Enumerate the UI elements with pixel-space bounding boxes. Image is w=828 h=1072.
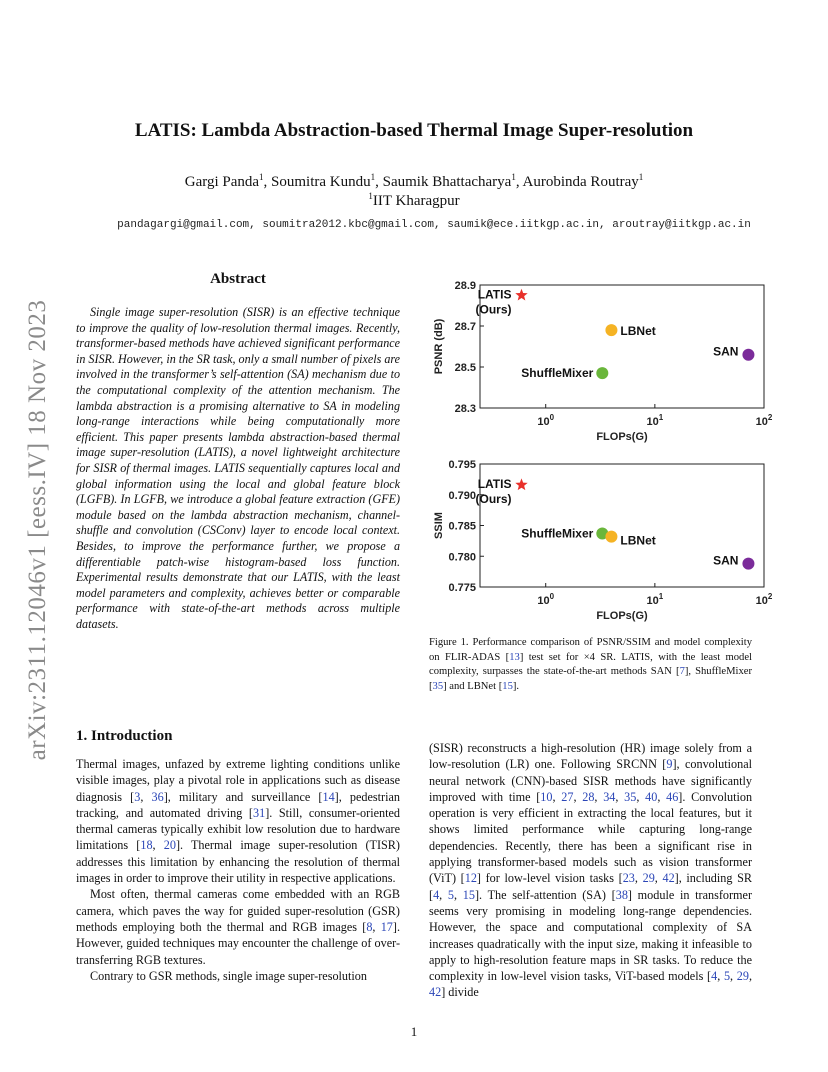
x-tick-label: $10^2$ xyxy=(755,413,773,428)
citation-link[interactable]: 40 xyxy=(645,789,658,804)
text-run: , xyxy=(454,887,463,902)
point-label: LATIS xyxy=(477,287,512,302)
x-tick-label: $10^1$ xyxy=(646,413,664,428)
text-run: , xyxy=(717,969,724,984)
text-run: , xyxy=(654,871,663,886)
citation-link[interactable]: 42 xyxy=(662,871,675,886)
text-run: , xyxy=(634,871,643,886)
citation-link[interactable]: 42 xyxy=(429,985,442,1000)
citation-link[interactable]: 4 xyxy=(433,887,440,902)
latis-star-marker xyxy=(515,478,527,490)
data-point-marker xyxy=(742,349,754,361)
citation-link[interactable]: 8 xyxy=(366,919,373,934)
citation-link[interactable]: 35 xyxy=(432,680,444,692)
text-run: ]. Thermal image super-resolution (TISR) addresses this limitation by enhancing the resolution of thermal images in order to improve their utility in respective applications. xyxy=(76,838,400,886)
x-tick-label: $10^1$ xyxy=(646,592,664,607)
text-run: ], convolutional neural network (CNN)-based SISR methods have significantly improved with time [ xyxy=(429,757,753,804)
ssim-flops-chart xyxy=(433,459,773,622)
text-run: , xyxy=(152,838,164,853)
text-run: , xyxy=(657,789,667,804)
text-run: ] for low-level vision tasks [ xyxy=(476,871,623,886)
latis-star-marker xyxy=(515,289,527,301)
text-run: Figure 1. Performance comparison of PSNR/SSIM and model complexity on FLIR-ADAS [ xyxy=(429,637,752,663)
affiliation-marker: 1 xyxy=(368,191,373,201)
citation-link[interactable]: 29 xyxy=(642,871,655,886)
point-label: LBNet xyxy=(620,324,656,339)
affiliation-name: IIT Kharagpur xyxy=(372,193,460,209)
text-run: , xyxy=(552,789,562,804)
text-run: ]. Convolution operation is very efficient in extracting the local features, but it shows limited performance while capturing long-range dependencies. Recently, there has been a significant rise in applying transformer-based models such as vision transformer (ViT) [ xyxy=(429,789,753,886)
point-sublabel: (Ours) xyxy=(475,491,512,506)
author-list xyxy=(60,174,768,191)
arxiv-id-text: arXiv:2311.12046v1 [eess.IV] 18 Nov 2023 xyxy=(24,299,51,761)
citation-link[interactable]: 38 xyxy=(615,887,628,902)
x-tick-label: $10^0$ xyxy=(537,592,555,607)
text-run: Contrary to GSR methods, single image super-resolution xyxy=(90,968,367,983)
text-run: ], including SR [ xyxy=(429,871,753,902)
y-tick-label: 0.775 xyxy=(448,582,476,594)
citation-link[interactable]: 17 xyxy=(380,919,393,934)
text-run: ] divide xyxy=(441,985,479,1000)
text-run: ], military and surveillance [ xyxy=(163,789,323,804)
text-run: , xyxy=(594,789,604,804)
intro-paragraph xyxy=(429,740,752,1001)
text-run: , xyxy=(573,789,583,804)
author-separator: , xyxy=(515,174,523,190)
text-run: Thermal images, unfazed by extreme lighting conditions unlike visible images, play a pivotal role in applications such as disease diagnosis [ xyxy=(76,757,400,804)
text-run: , xyxy=(140,789,152,804)
intro-paragraph xyxy=(76,756,400,886)
intro-paragraph xyxy=(76,886,400,967)
citation-link[interactable]: 20 xyxy=(163,838,176,853)
citation-link[interactable]: 23 xyxy=(622,871,635,886)
citation-link[interactable]: 27 xyxy=(561,789,574,804)
author-emails: pandagargi@gmail.com, soumitra2012.kbc@gmail.com, saumik@ece.iitkgp.ac.in, aroutray@iitkgp.ac.in xyxy=(117,219,751,231)
citation-link[interactable]: 5 xyxy=(447,887,455,902)
arxiv-side-identifier xyxy=(18,280,58,780)
point-label: ShuffleMixer xyxy=(521,366,594,381)
text-run: ]. xyxy=(512,680,520,692)
citation-link[interactable]: 9 xyxy=(666,757,673,772)
author-name: Gargi Panda xyxy=(184,174,260,190)
text-run: ], ShuffleMixer [ xyxy=(429,666,752,692)
figure-caption xyxy=(429,636,752,694)
text-run: ] module in transformer seems very promising in modeling long-range dependencies. However, the space and computational complexity of SA increases quadratically with the input size, making it infeasible to apply to high-resolution feature maps in SR tasks. To reduce the complexity in low-level vision tasks, ViT-based models [ xyxy=(429,887,752,984)
text-run: ]. Still, consumer-oriented thermal cameras typically exhibit low resolution due to hardware limitations [ xyxy=(76,805,400,853)
point-sublabel: (Ours) xyxy=(475,302,512,317)
citation-link[interactable]: 29 xyxy=(736,969,749,984)
author-separator: , xyxy=(375,174,383,190)
text-run: , xyxy=(730,969,737,984)
figure-1 xyxy=(426,278,776,623)
y-tick-label: 28.3 xyxy=(454,403,476,415)
author-affiliation-marker: 1 xyxy=(511,172,516,182)
author-affiliation-marker: 1 xyxy=(259,172,264,182)
x-axis-label: FLOPs(G) xyxy=(596,431,648,443)
y-tick-label: 28.5 xyxy=(454,362,476,374)
text-run: , xyxy=(636,789,646,804)
citation-link[interactable]: 10 xyxy=(540,789,553,804)
text-run: ] test set for ×4 SR. LATIS, with the least model complexity, surpasses the state-of-the-art methods SAN [ xyxy=(429,651,752,678)
affiliation xyxy=(60,193,768,210)
section-heading-introduction: 1. Introduction xyxy=(76,728,173,744)
text-run: Most often, thermal cameras come embedded with an RGB camera, which paves the way for guided super-resolution (GSR) methods employing both the thermal and RGB images [ xyxy=(76,887,400,934)
text-run: , xyxy=(615,789,625,804)
intro-right-column xyxy=(429,740,752,1001)
citation-link[interactable]: 5 xyxy=(723,969,731,984)
y-tick-label: 0.780 xyxy=(448,551,476,564)
author-name: Soumitra Kundu xyxy=(271,174,371,190)
data-point-marker xyxy=(742,558,754,570)
y-axis-label: PSNR (dB) xyxy=(433,318,445,375)
point-label: ShuffleMixer xyxy=(521,526,594,541)
y-axis-label: SSIM xyxy=(433,512,445,539)
text-run: , xyxy=(372,919,381,934)
citation-link[interactable]: 7 xyxy=(679,666,685,678)
citation-link[interactable]: 28 xyxy=(582,789,595,804)
x-tick-label: $10^0$ xyxy=(537,413,555,428)
text-run: , xyxy=(439,887,448,902)
author-affiliation-marker: 1 xyxy=(370,172,376,182)
text-run: ]. The self-attention (SA) [ xyxy=(474,887,616,902)
citation-link[interactable]: 3 xyxy=(134,789,141,804)
y-tick-label: 0.785 xyxy=(448,520,476,533)
citation-link[interactable]: 46 xyxy=(666,789,679,804)
y-tick-label: 28.9 xyxy=(454,280,476,292)
text-run: ], pedestrian tracking, and automated driving [ xyxy=(76,789,400,820)
point-label: LATIS xyxy=(477,476,512,491)
paper-title: LATIS: Lambda Abstraction-based Thermal Image Super-resolution xyxy=(134,120,694,141)
citation-link[interactable]: 18 xyxy=(140,838,153,853)
y-tick-label: 0.795 xyxy=(448,459,476,471)
citation-link[interactable]: 15 xyxy=(502,680,513,692)
citation-link[interactable]: 15 xyxy=(462,887,475,902)
author-name: Aurobinda Routray xyxy=(522,174,639,190)
text-run: (SISR) reconstructs a high-resolution (HR) image solely from a low-resolution (LR) one. Following SRCNN [ xyxy=(429,741,752,772)
page-number: 1 xyxy=(410,1024,418,1039)
abstract-body: Single image super-resolution (SISR) is an effective technique to improve the quality of low-resolution thermal images. Recently, transformer-based methods have achieved significant performance in SISR. However, in the SR task, only a small number of pixels are involved in the transformer’s self-attention (SA) mechanism due to the computational complexity of the attention mechanism. The lambda abstraction is a promising alternative to SA in modeling long-range interactions while being computationally more efficient. This paper presents lambda abstraction-based thermal image super-resolution (LATIS), a novel lightweight architecture for SISR of thermal images. LATIS sequentially captures local and global information using the local and global feature block (LGFB). In LGFB, we introduce a global feature extraction (GFE) module based on the lambda abstraction mechanism, channel-shuffle and convolution (CSConv) layer to encode local context. Besides, to improve the performance further, we propose a differentiable patch-wise histogram-based loss function. Experimental results demonstrate that our LATIS, with the least model parameters and complexity, achieves better or comparable performance with state-of-the-art methods across multiple datasets. xyxy=(76,305,401,631)
citation-link[interactable]: 35 xyxy=(624,789,637,804)
psnr-flops-chart xyxy=(433,280,773,443)
text-run: ]. However, guided techniques may encounter the challenge of over- transferring RGB textures. xyxy=(76,919,400,967)
citation-link[interactable]: 4 xyxy=(711,969,718,984)
y-tick-label: 0.790 xyxy=(448,489,476,502)
author-separator: , xyxy=(263,174,272,190)
y-tick-label: 28.7 xyxy=(454,321,476,333)
point-label: SAN xyxy=(713,553,739,568)
point-label: LBNet xyxy=(620,533,656,548)
data-point-marker xyxy=(605,531,617,543)
citation-link[interactable]: 12 xyxy=(464,871,477,886)
x-tick-label: $10^2$ xyxy=(755,592,773,607)
text-run: ] and LBNet [ xyxy=(443,680,503,692)
citation-link[interactable]: 34 xyxy=(603,789,616,804)
citation-link[interactable]: 36 xyxy=(151,789,164,804)
citation-link[interactable]: 31 xyxy=(253,805,266,820)
text-run: , xyxy=(748,969,753,984)
data-point-marker xyxy=(596,367,608,379)
intro-paragraph xyxy=(76,968,400,984)
author-affiliation-marker: 1 xyxy=(638,172,644,182)
abstract-heading: Abstract xyxy=(210,271,266,287)
x-axis-label: FLOPs(G) xyxy=(596,610,648,622)
author-name: Saumik Bhattacharya xyxy=(382,174,512,190)
data-point-marker xyxy=(605,324,617,336)
citation-link[interactable]: 14 xyxy=(322,789,335,804)
citation-link[interactable]: 13 xyxy=(509,651,520,663)
intro-left-column xyxy=(76,756,400,984)
point-label: SAN xyxy=(713,344,739,359)
